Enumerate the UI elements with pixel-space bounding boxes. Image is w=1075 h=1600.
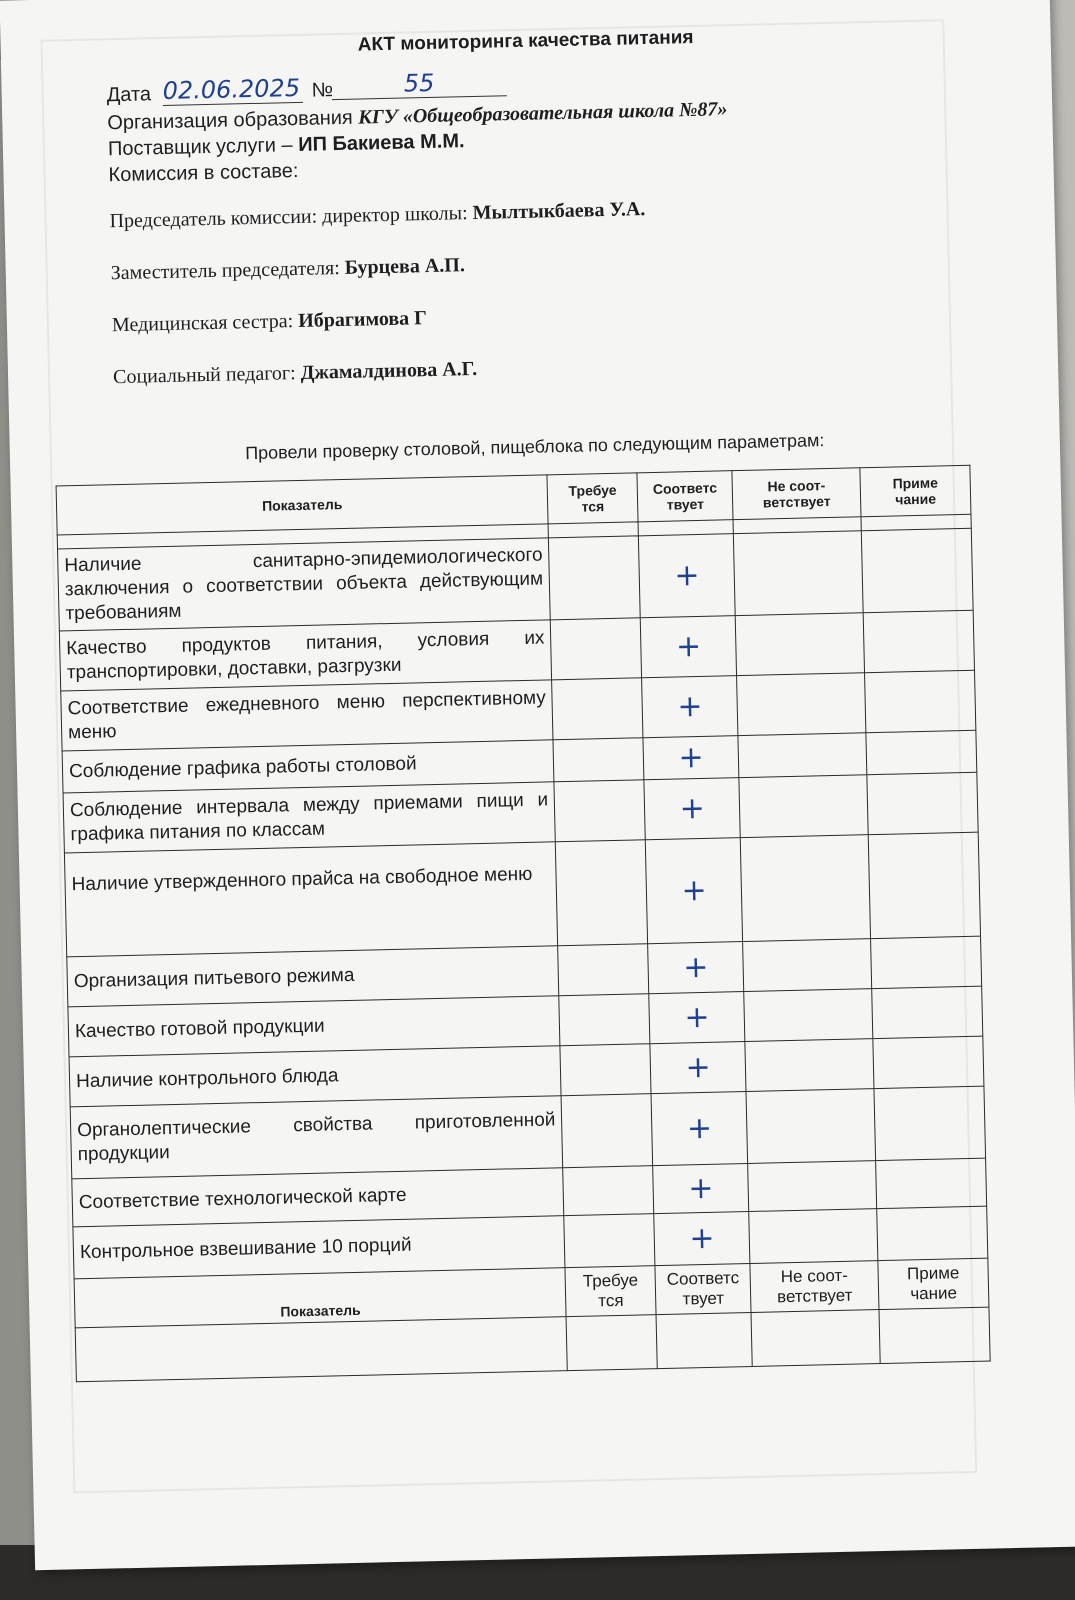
row-check-mark: + [640, 616, 736, 678]
organization-label: Организация образования [107, 106, 353, 135]
row-note [865, 670, 976, 732]
row-note [874, 1086, 986, 1160]
row-noncompliant [749, 1209, 878, 1264]
footer-header-required: Требуе тся [565, 1266, 656, 1317]
row-parameter: Соблюдение интервала между приемами пищи и графика питания по классам [63, 782, 556, 853]
row-noncompliant [745, 1039, 874, 1092]
table-row [64, 832, 980, 957]
row-check-mark: + [650, 1042, 746, 1094]
row-required [564, 1214, 655, 1268]
number-label: № [311, 79, 334, 102]
inspection-intro: Провели проверку столовой, пищеблока по следующим параметрам: [244, 430, 825, 464]
row-required [559, 994, 650, 1046]
row-note [868, 832, 980, 938]
row-parameter: Наличие контрольного блюда [69, 1046, 561, 1107]
row-required [558, 944, 649, 996]
row-required [549, 536, 641, 620]
row-check-mark: + [653, 1164, 749, 1214]
row-note [872, 986, 983, 1038]
row-note [877, 1206, 988, 1260]
row-note [876, 1158, 987, 1208]
row-check-mark: + [651, 1092, 748, 1166]
row-note [871, 936, 982, 988]
number-value: 55 [331, 67, 507, 100]
row-parameter: Организация питьевого режима [67, 946, 559, 1007]
row-parameter: Соблюдение графика работы столовой [62, 740, 554, 793]
row-required [556, 840, 648, 946]
member-role: Председатель комиссии: директор школы: [109, 202, 468, 233]
row-parameter: Контрольное взвешивание 10 порций [73, 1216, 565, 1279]
row-noncompliant [739, 775, 868, 838]
footer-header-note: Приме чание [878, 1258, 989, 1309]
member-role: Социальный педагог: [112, 362, 296, 389]
row-note [866, 730, 977, 774]
header-compliant: Соответс твует [637, 471, 733, 522]
row-check-mark: + [654, 1211, 750, 1265]
row-required [554, 780, 645, 842]
row-note [867, 772, 978, 834]
row-note [863, 610, 974, 672]
row-noncompliant [735, 613, 864, 676]
date-value: 02.06.2025 [162, 74, 303, 106]
row-parameter: Наличие санитарно-эпидемиологического заключения о соответствии объекта действующим требованиям [58, 538, 551, 631]
row-required [560, 1044, 651, 1096]
supplier-value: ИП Бакиева М.М. [297, 130, 465, 156]
row-noncompliant [737, 673, 866, 736]
row-parameter: Качество готовой продукции [68, 996, 560, 1057]
row-noncompliant [738, 733, 867, 778]
header-noncompliant: Не соот- ветствует [732, 468, 861, 520]
row-noncompliant [746, 1089, 875, 1164]
footer-header-noncompliant: Не соот- ветствует [750, 1261, 879, 1313]
row-required [551, 618, 642, 680]
supplier-label: Поставщик услуги – [107, 134, 293, 161]
inspection-table [56, 465, 991, 1383]
row-parameter: Соответствие технологической карте [72, 1168, 564, 1227]
row-note [873, 1036, 984, 1088]
row-check-mark: + [645, 838, 742, 944]
row-check-mark: + [643, 736, 739, 780]
row-parameter: Соответствие ежедневного меню перспективному меню [61, 680, 554, 751]
date-number-line [106, 68, 435, 107]
row-noncompliant [740, 835, 870, 942]
row-check-mark: + [644, 778, 740, 840]
footer-header-parameter: Показатель [74, 1268, 566, 1328]
header-parameter: Показатель [56, 475, 548, 535]
row-check-mark: + [649, 992, 745, 1044]
row-required [552, 678, 643, 740]
row-parameter: Органолептические свойства приготовленной продукции [70, 1096, 563, 1179]
organization-value: КГУ «Общеобразовательная школа №87» [358, 98, 728, 129]
member-name: Джамалдинова А.Г. [300, 357, 478, 384]
row-check-mark: + [639, 534, 736, 618]
commission-label: Комиссия в составе: [108, 159, 299, 187]
date-label: Дата [106, 83, 152, 107]
row-noncompliant [743, 939, 872, 992]
row-parameter: Наличие утвержденного прайса на свободное меню [64, 842, 558, 957]
row-noncompliant [734, 531, 864, 616]
document-title: АКТ мониторинга качества питания [357, 26, 694, 56]
row-note [861, 528, 973, 612]
row-check-mark: + [642, 676, 738, 738]
row-parameter: Качество продуктов питания, условия их транспортировки, доставки, разгрузки [59, 620, 552, 691]
member-name: Ибрагимова Г [297, 307, 428, 332]
member-name: Мылтыкбаева У.А. [472, 198, 646, 225]
row-required [561, 1094, 653, 1168]
member-role: Заместитель председателя: [110, 257, 341, 285]
row-check-mark: + [648, 942, 744, 994]
member-role: Медицинская сестра: [111, 310, 294, 337]
member-name: Бурцева А.П. [344, 254, 466, 279]
row-required [563, 1166, 654, 1216]
header-note: Приме чание [860, 465, 971, 516]
footer-header-compliant: Соответс твует [655, 1263, 751, 1314]
row-noncompliant [748, 1161, 877, 1212]
header-required: Требуе тся [547, 473, 638, 524]
row-noncompliant [744, 989, 873, 1042]
row-required [553, 738, 644, 782]
